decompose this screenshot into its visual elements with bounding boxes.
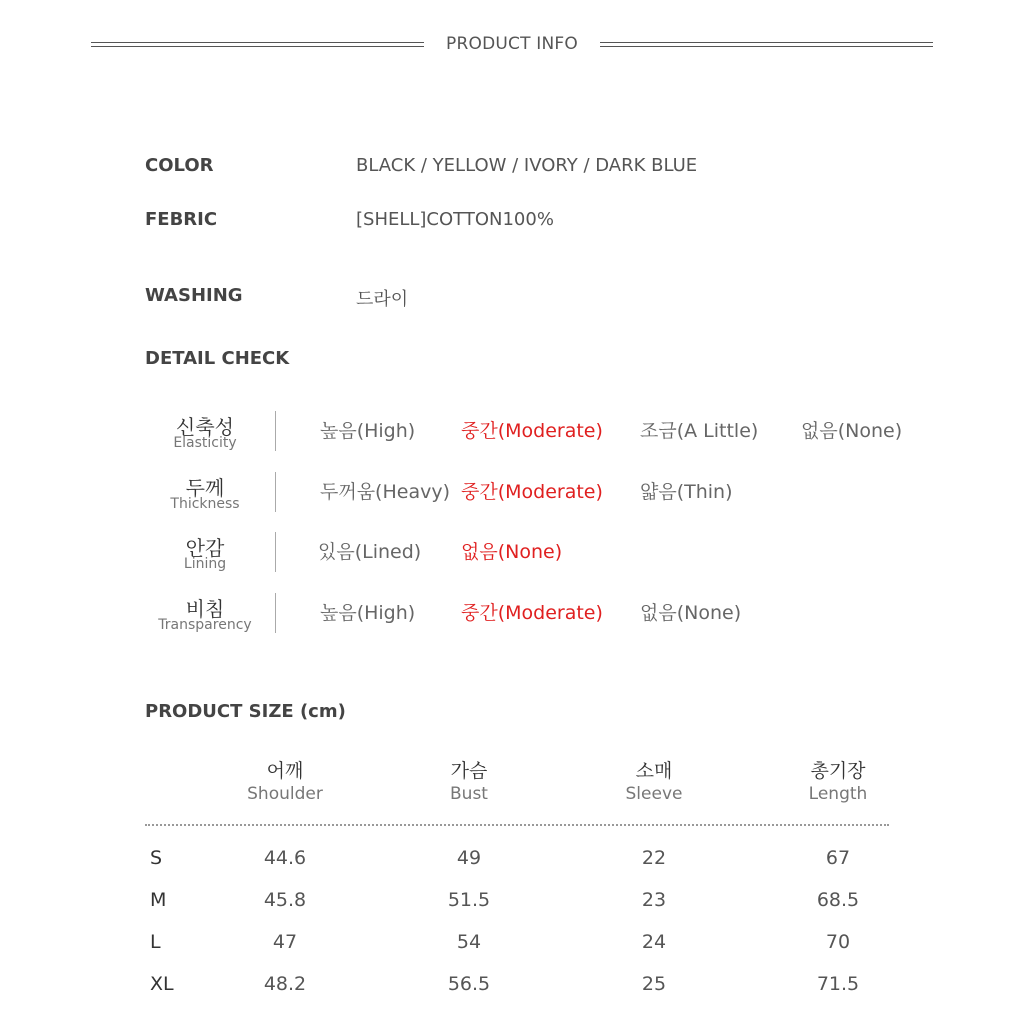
detail-row-thickness: [0, 472, 1024, 532]
color-value: BLACK / YELLOW / IVORY / DARK BLUE: [356, 155, 698, 176]
size-cell: 44.6: [263, 847, 307, 869]
size-name: S: [150, 847, 163, 869]
detail-option-selected: 중간(Moderate): [461, 481, 603, 503]
size-col-en: Sleeve: [625, 784, 683, 804]
size-cell: 54: [456, 931, 482, 953]
detail-divider: [275, 593, 276, 633]
detail-label-ko: 두께: [185, 476, 225, 500]
size-cell: 49: [456, 847, 482, 869]
detail-divider: [275, 472, 276, 512]
size-cell: 51.5: [447, 889, 491, 911]
size-cell: 56.5: [447, 973, 491, 995]
fabric-value: [SHELL]COTTON100%: [356, 209, 554, 230]
detail-option: 높음(High): [320, 420, 416, 442]
size-cell: 48.2: [263, 973, 307, 995]
detail-divider: [275, 532, 276, 572]
color-label: COLOR: [145, 155, 214, 176]
fabric-label: FEBRIC: [145, 209, 218, 230]
detail-option: 높음(High): [320, 602, 416, 624]
size-col-header: [758, 756, 918, 804]
detail-label-ko: 안감: [185, 536, 225, 560]
size-cell: 24: [641, 931, 667, 953]
washing-value: 드라이: [356, 289, 409, 310]
table-row: [0, 889, 1024, 919]
header-divider-right: [600, 42, 933, 47]
table-row: [0, 847, 1024, 877]
size-cell: 45.8: [263, 889, 307, 911]
header-divider-left: [91, 42, 424, 47]
size-name: M: [150, 889, 167, 911]
page-title: PRODUCT INFO: [446, 34, 578, 54]
size-name: XL: [150, 973, 174, 995]
size-cell: 22: [641, 847, 667, 869]
size-col-header: [574, 756, 734, 804]
detail-label-en: Elasticity: [173, 435, 237, 451]
size-col-header: [205, 756, 365, 804]
detail-option: 있음(Lined): [318, 541, 422, 563]
size-table-title: PRODUCT SIZE (cm): [145, 701, 346, 722]
size-cell: 71.5: [816, 973, 860, 995]
size-col-en: Length: [808, 784, 868, 804]
size-col-ko: 어깨: [266, 760, 304, 782]
detail-option: 조금(A Little): [640, 420, 759, 442]
detail-row-elasticity: [0, 411, 1024, 471]
detail-option-selected: 중간(Moderate): [461, 420, 603, 442]
size-cell: 67: [825, 847, 851, 869]
size-col-header: [389, 756, 549, 804]
detail-label-en: Transparency: [158, 617, 252, 633]
size-cell: 23: [641, 889, 667, 911]
size-cell: 25: [641, 973, 667, 995]
table-row: [0, 931, 1024, 961]
size-col-en: Shoulder: [247, 784, 323, 804]
size-col-ko: 가슴: [450, 760, 488, 782]
detail-row-lining: [0, 532, 1024, 592]
detail-option: 없음(None): [801, 420, 903, 442]
detail-option-selected: 중간(Moderate): [461, 602, 603, 624]
detail-option-selected: 없음(None): [461, 541, 563, 563]
detail-check-title: DETAIL CHECK: [145, 348, 290, 369]
size-col-ko: 소매: [635, 760, 673, 782]
table-row: [0, 973, 1024, 1003]
detail-option: 없음(None): [640, 602, 742, 624]
size-cell: 47: [272, 931, 298, 953]
size-table-divider: [145, 824, 889, 826]
detail-option: 두꺼움(Heavy): [320, 481, 450, 503]
size-cell: 68.5: [816, 889, 860, 911]
detail-option: 얇음(Thin): [640, 481, 733, 503]
detail-divider: [275, 411, 276, 451]
detail-label-en: Lining: [183, 556, 227, 572]
size-cell: 70: [825, 931, 851, 953]
detail-label-ko: 신축성: [176, 415, 234, 439]
detail-label-ko: 비침: [185, 597, 225, 621]
size-col-ko: 총기장: [810, 760, 866, 782]
size-col-en: Bust: [450, 784, 488, 804]
washing-label: WASHING: [145, 285, 243, 306]
detail-label-en: Thickness: [170, 496, 240, 512]
size-name: L: [150, 931, 161, 953]
detail-row-transparency: [0, 593, 1024, 653]
